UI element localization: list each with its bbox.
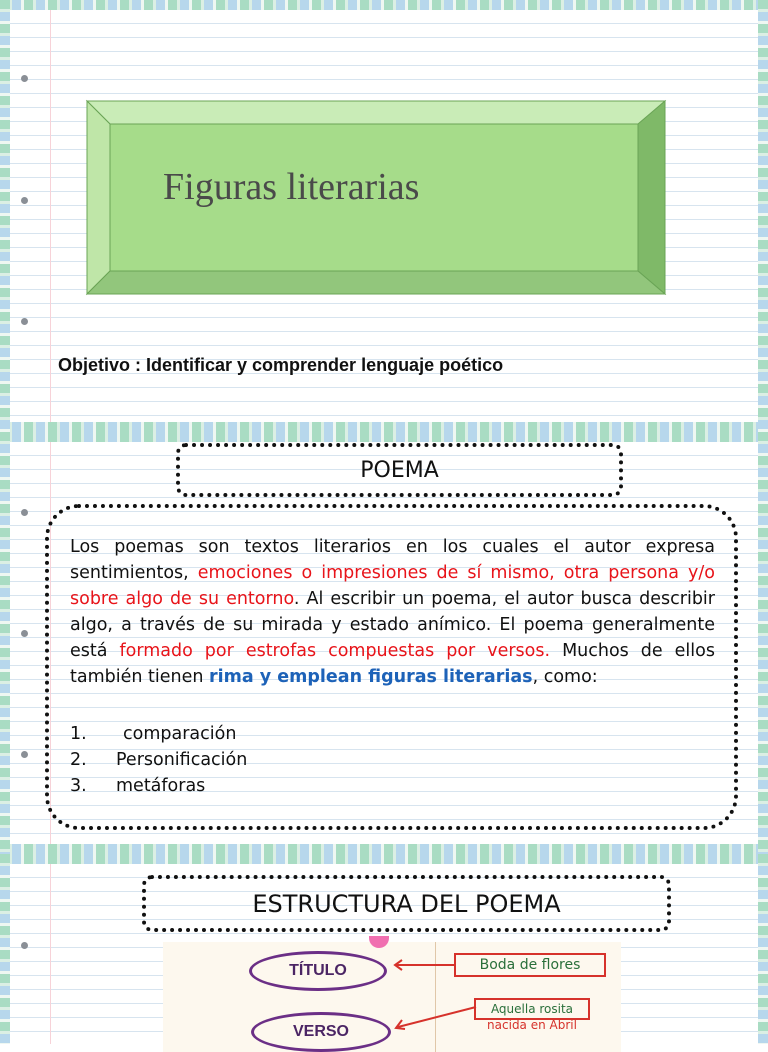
slide-poema — [0, 432, 768, 854]
objective-text: Objetivo : Identificar y comprender lenguaje poético — [58, 355, 504, 375]
dashed-border — [0, 0, 768, 10]
list-number: 1. — [70, 724, 87, 744]
list-item — [70, 747, 370, 773]
list-item — [70, 721, 370, 747]
dashed-border — [0, 854, 768, 864]
poema-heading: POEMA — [360, 457, 439, 483]
binder-hole — [21, 509, 28, 516]
titulo-oval — [249, 951, 387, 991]
dashed-border — [758, 0, 768, 432]
slide-title — [0, 0, 768, 432]
verso-example-text: Aquella rosita — [490, 1002, 574, 1016]
titulo-oval-label: TÍTULO — [289, 962, 347, 979]
binder-hole — [21, 942, 28, 949]
dashed-border — [758, 854, 768, 1044]
paragraph-highlight-red: emociones o impresiones de sí mismo, otra persona y/o sobre algo de su entorno — [70, 563, 715, 609]
list-text: Personificación — [116, 750, 248, 770]
verso-oval — [251, 1012, 391, 1052]
paragraph-text: , como: — [532, 667, 598, 687]
dashed-border — [758, 432, 768, 854]
dashed-border — [0, 432, 10, 854]
estructura-heading: ESTRUCTURA DEL POEMA — [252, 889, 561, 918]
slide-title-text: Figuras literarias — [163, 166, 420, 208]
slide-estructura — [0, 854, 768, 1040]
dashed-border — [0, 422, 768, 432]
binder-hole — [21, 197, 28, 204]
paragraph-highlight-blue: rima y emplean figuras literarias — [209, 667, 533, 687]
list-text: comparación — [123, 724, 237, 744]
list-number: 3. — [70, 776, 87, 796]
paragraph-text: . Al escribir un poema, el autor busca describir algo, a través de su mirada y estado anímico. El poema generalmente está — [70, 589, 715, 661]
binder-hole — [21, 751, 28, 758]
paragraph-text: Muchos de ellos también tienen — [70, 641, 715, 687]
titulo-example-text: Boda de flores — [479, 957, 581, 973]
verso-example-box — [474, 998, 590, 1020]
poema-heading-box — [176, 443, 623, 497]
binder-hole — [21, 75, 28, 82]
list-text: metáforas — [116, 776, 206, 796]
dashed-border — [0, 0, 10, 432]
dashed-border — [0, 844, 768, 854]
titulo-example-box — [454, 953, 606, 977]
estructura-heading-box — [142, 875, 671, 932]
paragraph-highlight-red: formado por estrofas compuestas por versos. — [119, 641, 551, 661]
verso-oval-label: VERSO — [292, 1023, 349, 1040]
dashed-border — [0, 854, 10, 1044]
binder-hole — [21, 318, 28, 325]
dashed-border — [0, 432, 768, 442]
binder-hole — [21, 630, 28, 637]
list-number: 2. — [70, 750, 87, 770]
list-item — [70, 773, 370, 799]
paragraph-text: Los poemas son textos literarios en los cuales el autor expresa sentimientos, — [70, 537, 715, 583]
poema-paragraph — [70, 534, 715, 690]
verso-example-line2: nacida en Abril — [487, 1018, 577, 1032]
